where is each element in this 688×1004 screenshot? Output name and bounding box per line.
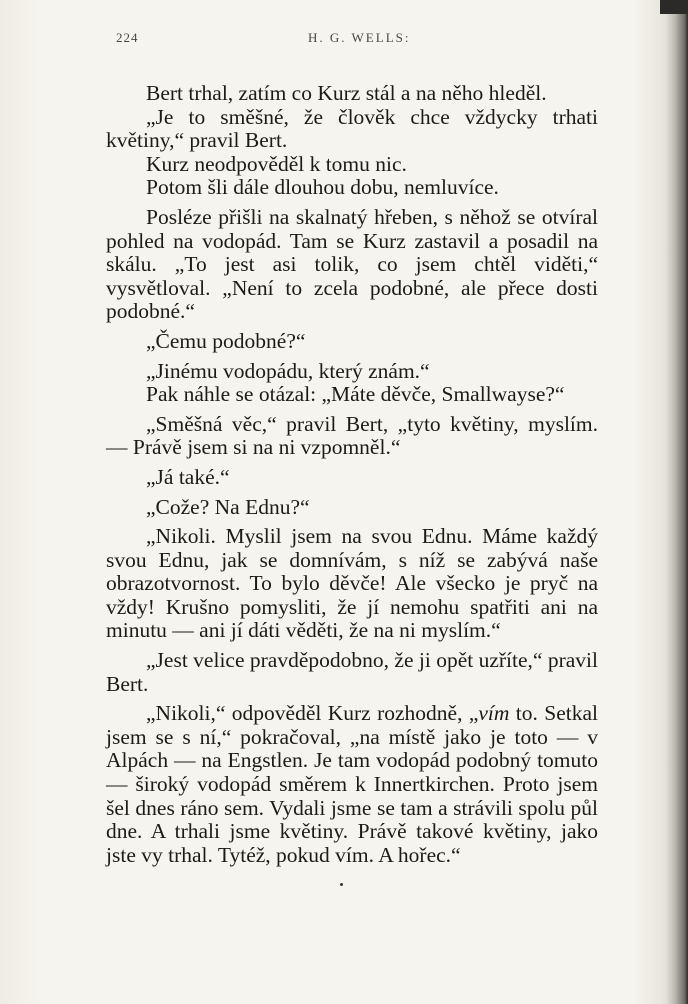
page-number: 224 bbox=[116, 30, 139, 45]
paragraph: „Jest velice pravděpodobno, že ji opět uzříte,“ pravil Bert. bbox=[106, 648, 598, 696]
paragraph: Bert trhal, zatím co Kurz stál a na něho hleděl. bbox=[146, 81, 547, 105]
paragraph: Posléze přišli na skalnatý hřeben, s něhož se otvíral pohled na vodopád. Tam se Kurz zastavil a posadil na skálu. „To jest asi tolik, co jsem chtěl viděti,“ vysvětloval. „Není to zcela podobné, ale přece dosti podobné.“ bbox=[106, 204, 598, 324]
print-speck bbox=[340, 883, 343, 886]
paragraph: „Nikoli. Myslil jsem na svou Ednu. Máme každý svou Ednu, jak se domnívám, s níž se zabývá naše obrazotvornost. To bylo děvče! Ale všecko je pryč na vždy! Krušno pomysliti, že jí nemohu spatřiti ani na minutu — ani jí dáti věděti, že na ni myslím.“ bbox=[106, 524, 598, 643]
paragraph: „Čemu podobné?“ bbox=[146, 328, 306, 353]
page-edge-shadow bbox=[666, 0, 688, 1004]
paragraph: „Nikoli,“ odpověděl Kurz rozhodně, „vím to. Setkal jsem se s ní,“ pokračoval, „na místě jako je toto — v Alpách — na Engstlen. Je tam vodopád podobný tomuto — široký vodopád směrem k Innertkirchen. Proto jsem šel dnes ráno sem. Vydali jsme se tam a strávili spolu půl dne. A trhali jsme květiny. Právě takové květiny, jako jste vy trhal. Tytéž, pokud vím. A hořec.“ bbox=[106, 701, 598, 867]
paragraph: „Směšná věc,“ pravil Bert, „tyto květiny, myslím. — Právě jsem si na ni vzpomněl.“ bbox=[106, 411, 598, 460]
paragraph: Potom šli dále dlouhou dobu, nemluvíce. bbox=[146, 175, 499, 200]
scan-corner bbox=[660, 0, 688, 14]
page-header bbox=[116, 30, 586, 52]
paragraph: Kurz neodpověděl k tomu nic. bbox=[146, 151, 407, 176]
paragraph: „Cože? Na Ednu?“ bbox=[146, 494, 310, 519]
paragraph: Pak náhle se otázal: „Máte děvče, Smallwayse?“ bbox=[146, 382, 565, 407]
running-head: H. G. WELLS: bbox=[308, 30, 411, 45]
paragraph: „Já také.“ bbox=[146, 464, 230, 489]
paragraph: „Jinému vodopádu, který znám.“ bbox=[146, 358, 430, 383]
paragraph: „Je to směšné, že člověk chce vždycky trhati květiny,“ pravil Bert. bbox=[106, 104, 598, 153]
body-text bbox=[106, 82, 598, 867]
